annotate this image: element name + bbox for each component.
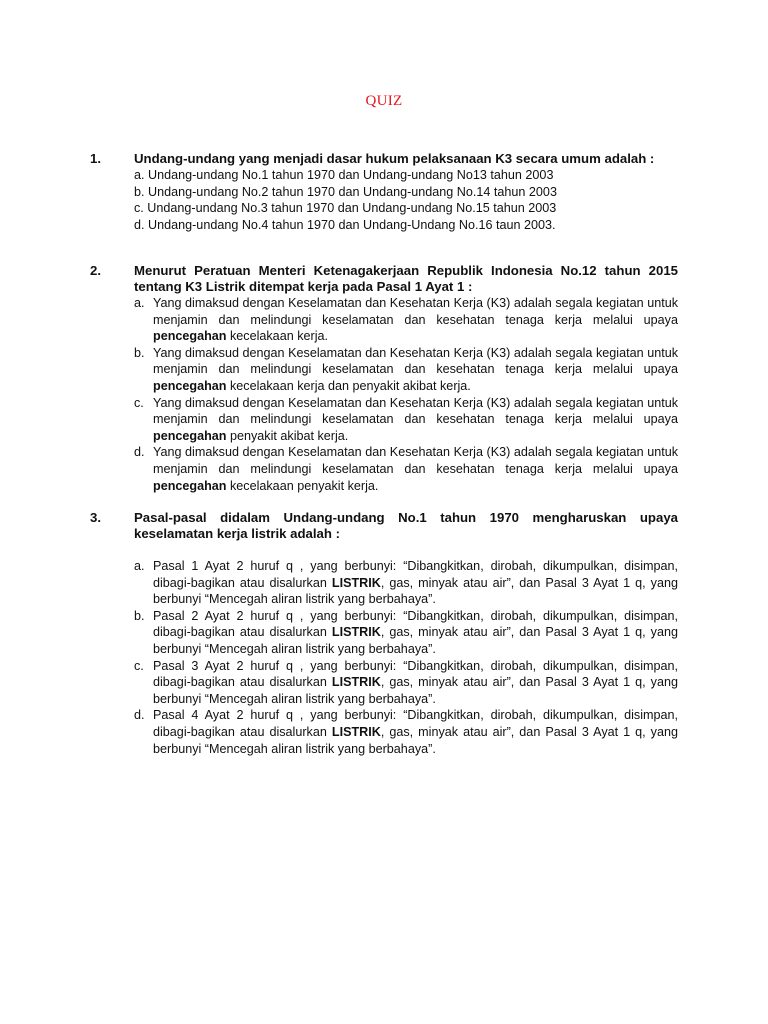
option-letter: b. xyxy=(134,608,145,623)
option-text: Pasal 1 Ayat 2 huruf q , yang berbunyi: “Dibangkitkan, dirobah, dikumpulkan, disimpan, dibagi-bagikan atau disalurkan xyxy=(153,559,678,590)
option-a: a. Undang-undang No.1 tahun 1970 dan Undang-undang No13 tahun 2003 xyxy=(134,168,554,182)
option-emphasis: LISTRIK xyxy=(331,575,381,590)
option-d xyxy=(134,444,678,494)
option-letter: a. xyxy=(134,559,145,573)
option-text-end: , gas, minyak atau air”, dan Pasal 3 Ayat 1 q, yang berbunyi “Mencegah aliran listrik yang berbahaya”. xyxy=(153,625,678,656)
option-c xyxy=(134,658,678,708)
option-letter: a. xyxy=(134,296,145,310)
option-c: c. Undang-undang No.3 tahun 1970 dan Undang-undang No.15 tahun 2003 xyxy=(134,201,557,216)
option-c xyxy=(134,395,678,445)
question-2 xyxy=(90,263,678,494)
option-text: Pasal 4 Ayat 2 huruf q , yang berbunyi: “Dibangkitkan, dirobah, dikumpulkan, disimpan, dibagi-bagikan atau disalurkan xyxy=(153,708,678,739)
option-emphasis: LISTRIK xyxy=(331,724,381,739)
option-b: b. Undang-undang No.2 tahun 1970 dan Undang-undang No.14 tahun 2003 xyxy=(134,184,557,199)
option-text-end: , gas, minyak atau air”, dan Pasal 3 Ayat 1 q, yang berbunyi “Mencegah aliran listrik yang berbahaya”. xyxy=(153,724,678,756)
question-text: Pasal-pasal didalam Undang-undang No.1 tahun 1970 mengharuskan upaya keselamatan kerja listrik adalah : xyxy=(134,510,678,541)
option-text-end: kecelakaan penyakit kerja. xyxy=(226,478,379,493)
question-number: 2. xyxy=(90,263,101,278)
options-list xyxy=(134,558,678,757)
option-text: Yang dimaksud dengan Keselamatan dan Kesehatan Kerja (K3) adalah segala kegiatan untuk menjamin dan melindungi keselamatan dan kesehatan tenaga kerja melalui upaya xyxy=(153,345,678,377)
option-d xyxy=(134,707,678,757)
question-1 xyxy=(90,151,678,233)
option-b xyxy=(134,608,678,658)
option-text-end: kecelakaan kerja dan penyakit akibat kerja. xyxy=(226,378,471,393)
option-emphasis: LISTRIK xyxy=(331,675,381,690)
question-body xyxy=(134,263,678,494)
option-emphasis: pencegahan xyxy=(153,329,227,344)
option-letter: b. xyxy=(134,345,145,360)
question-text: Undang-undang yang menjadi dasar hukum pelaksanaan K3 secara umum adalah : xyxy=(134,151,655,166)
option-letter: d. xyxy=(134,445,145,460)
question-number: 1. xyxy=(90,151,101,166)
option-a xyxy=(134,558,678,608)
option-emphasis: pencegahan xyxy=(153,378,227,393)
option-text-end: penyakit akibat kerja. xyxy=(226,428,349,443)
option-text-end: kecelakaan kerja. xyxy=(226,329,328,344)
question-number: 3. xyxy=(90,510,101,525)
option-d: d. Undang-undang No.4 tahun 1970 dan Undang-Undang No.16 taun 2003. xyxy=(134,217,556,232)
option-letter: d. xyxy=(134,708,145,723)
question-body xyxy=(134,510,678,757)
option-emphasis: LISTRIK xyxy=(331,625,381,640)
option-text: Yang dimaksud dengan Keselamatan dan Kesehatan Kerja (K3) adalah segala kegiatan untuk menjamin dan melindungi keselamatan dan kesehatan tenaga kerja melalui upaya xyxy=(153,445,678,476)
question-body xyxy=(134,151,678,233)
option-emphasis: pencegahan xyxy=(153,478,227,493)
option-text: Yang dimaksud dengan Keselamatan dan Kesehatan Kerja (K3) adalah segala kegiatan untuk menjamin dan melindungi keselamatan dan kesehatan tenaga kerja melalui upaya xyxy=(153,296,678,327)
option-text: Pasal 2 Ayat 2 huruf q , yang berbunyi: “Dibangkitkan, dirobah, dikumpulkan, disimpan, dibagi-bagikan atau disalurkan xyxy=(153,608,678,640)
option-text-end: , gas, minyak atau air”, dan Pasal 3 Ayat 1 q, yang berbunyi “Mencegah aliran listrik yang berbahaya”. xyxy=(153,675,678,706)
option-emphasis: pencegahan xyxy=(153,428,227,443)
question-text: Menurut Peratuan Menteri Ketenagakerjaan Republik Indonesia No.12 tahun 2015 tentang K3 Listrik ditempat kerja pada Pasal 1 Ayat 1 : xyxy=(134,263,678,294)
option-a xyxy=(134,295,678,345)
question-3 xyxy=(90,510,678,757)
option-letter: c. xyxy=(134,395,144,410)
page-title: QUIZ xyxy=(365,93,403,109)
option-text: Yang dimaksud dengan Keselamatan dan Kesehatan Kerja (K3) adalah segala kegiatan untuk menjamin dan melindungi keselamatan dan kesehatan tenaga kerja melalui upaya xyxy=(153,395,678,427)
option-text-end: , gas, minyak atau air”, dan Pasal 3 Ayat 1 q, yang berbunyi “Mencegah aliran listrik yang berbahaya”. xyxy=(153,575,678,607)
option-b xyxy=(134,345,678,395)
option-text: Pasal 3 Ayat 2 huruf q , yang berbunyi: “Dibangkitkan, dirobah, dikumpulkan, disimpan, dibagi-bagikan atau disalurkan xyxy=(153,658,678,690)
option-letter: c. xyxy=(134,658,144,673)
